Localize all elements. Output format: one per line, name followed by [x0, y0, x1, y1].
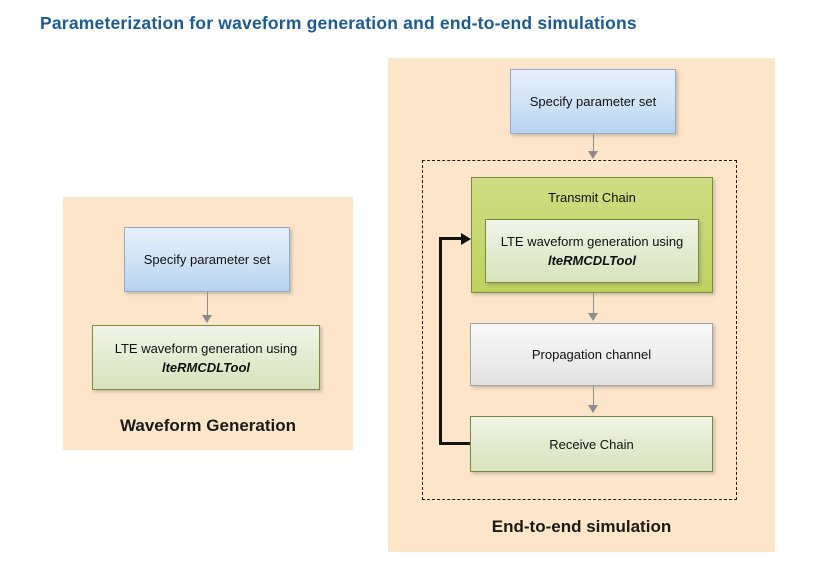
- e2e-lte-waveform-line2: lteRMCDLTool: [547, 253, 637, 268]
- transmit-chain-label: Transmit Chain: [548, 190, 636, 205]
- wg-lte-waveform-box: [92, 325, 320, 390]
- end-to-end-simulation-caption: End-to-end simulation: [491, 517, 672, 536]
- wg-specify-parameter-set-box: [124, 227, 290, 292]
- propagation-channel-label: Propagation channel: [531, 347, 652, 362]
- wg-lte-waveform-line2: lteRMCDLTool: [161, 359, 251, 375]
- e2e-flow-arrow-3-icon: [587, 386, 599, 413]
- e2e-specify-parameter-set-box: [510, 69, 676, 134]
- receive-chain-box: [470, 416, 713, 472]
- wg-specify-parameter-set-label: Specify parameter set: [143, 252, 271, 267]
- waveform-generation-caption: Waveform Generation: [119, 416, 297, 435]
- wg-flow-arrow-icon: [201, 292, 213, 323]
- receive-chain-label: Receive Chain: [549, 436, 634, 452]
- end-to-end-simulation-panel: [388, 58, 775, 552]
- feedback-arrowhead-icon: [461, 233, 471, 245]
- propagation-channel-box: [470, 323, 713, 386]
- e2e-flow-arrow-1-icon: [587, 134, 599, 159]
- e2e-lte-waveform-box: [485, 219, 699, 283]
- transmit-chain-box: [471, 177, 713, 293]
- page-title: Parameterization for waveform generation and end-to-end simulations: [40, 13, 637, 33]
- wg-lte-waveform-line1: LTE waveform generation using: [114, 340, 298, 356]
- e2e-flow-arrow-2-icon: [587, 293, 599, 321]
- waveform-generation-panel: [63, 197, 353, 450]
- e2e-specify-parameter-set-label: Specify parameter set: [529, 94, 657, 109]
- e2e-lte-waveform-line1: LTE waveform generation using: [500, 234, 684, 249]
